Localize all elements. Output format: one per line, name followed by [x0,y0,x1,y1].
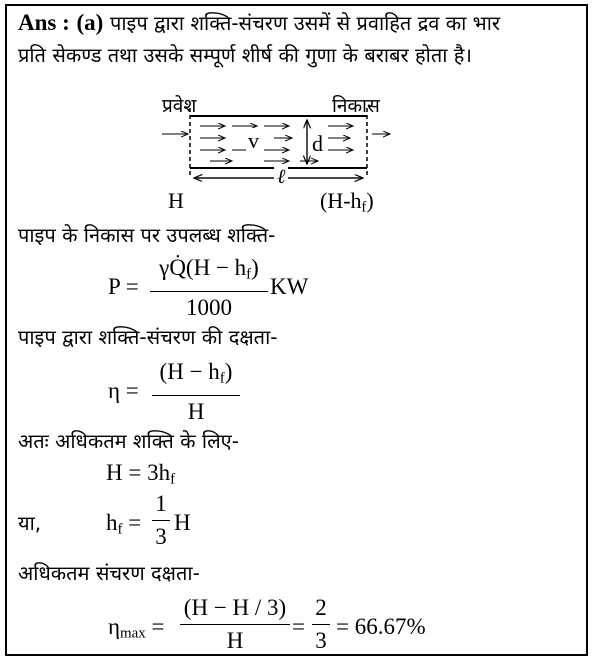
answer-line-1: पाइप द्वारा शक्ति-संचरण उसमें से प्रवाहित द्रव का भार [109,11,501,35]
max-efficiency-heading: अधिकतम संचरण दक्षता- [18,561,200,585]
power-denominator: 1000 [186,294,232,320]
efficiency-heading: पाइप द्वारा शक्ति-संचरण की दक्षता- [18,325,278,349]
efficiency-lhs: η = [108,378,139,403]
answer-option: (a) [76,10,104,35]
max-power-eq2-rhs: H [174,510,191,535]
inlet-label: प्रवेश [162,95,197,117]
max-efficiency-lhs: $\eta_{max}$ = [108,614,165,642]
head-outlet-label: $(H-h_f)$ [320,188,374,216]
power-heading: पाइप के निकास पर उपलब्ध शक्ति- [18,223,276,247]
max-efficiency-result: = 66.67% [336,614,426,639]
velocity-label: v [248,128,259,153]
power-lhs: P = [108,274,139,299]
outlet-label: निकास [332,95,380,117]
efficiency-numerator: $(H - h_f)$ [159,359,233,387]
max-power-eq2-lhs: $h_f$ = [106,510,142,538]
max-power-eq1: $H = 3h_f$ [106,460,176,488]
max-efficiency-eq-sign: = [292,614,305,639]
flow-arrows [162,126,390,161]
max-power-heading: अतः अधिकतम शक्ति के लिए- [18,429,239,453]
answer-header [18,10,500,36]
max-power-eq2-fraction: 1 3 [152,490,170,551]
power-fraction [150,254,268,322]
power-unit: KW [270,274,309,299]
answer-line-2: प्रति सेकण्ड तथा उसके सम्पूर्ण शीर्ष की गुणा के बराबर होता है। [18,43,472,67]
or-label: या, [18,511,42,535]
head-inlet-label: H [168,188,184,213]
efficiency-denominator: H [187,398,205,424]
max-efficiency-fraction-1: (H − H / 3) H [180,594,290,655]
length-label: ℓ [274,164,288,190]
diameter-label: d [312,131,323,156]
efficiency-fraction [152,358,240,426]
max-efficiency-fraction-2: 2 3 [312,594,330,655]
answer-prefix: Ans : [18,10,70,35]
power-numerator: γQ̇(H − $h_f$) [159,255,259,283]
